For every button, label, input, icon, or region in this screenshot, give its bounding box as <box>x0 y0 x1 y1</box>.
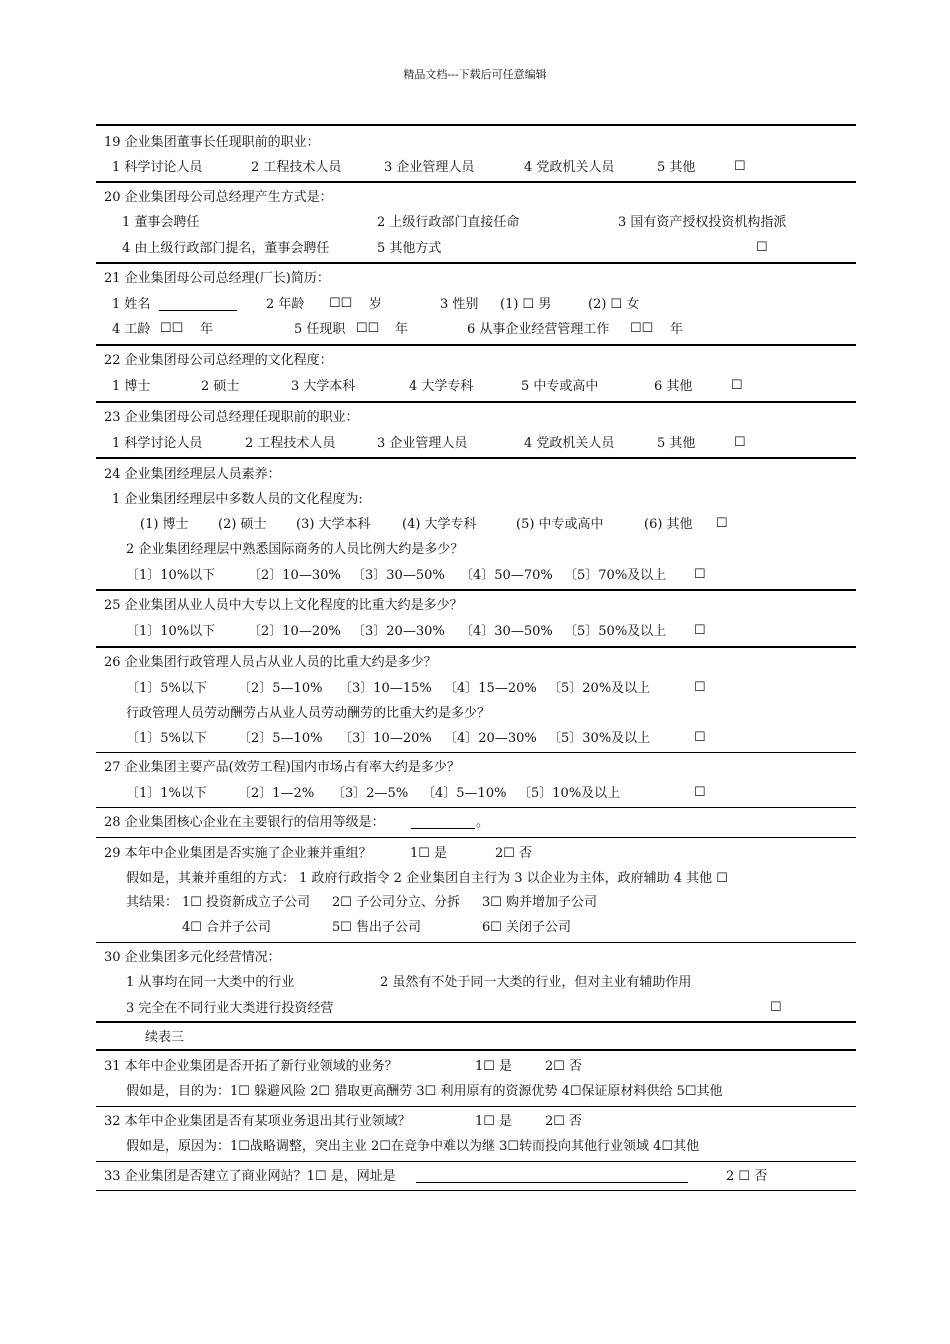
divider <box>96 646 856 648</box>
page-header: 精品文档---下载后可任意编辑 <box>403 68 547 81</box>
q24-sub1-option[interactable]: (2) 硕士 <box>218 517 267 532</box>
q25-option[interactable]: 〔2〕10—20% <box>248 624 341 639</box>
q23-option[interactable]: 3 企业管理人员 <box>377 436 468 451</box>
q26-option[interactable]: 〔3〕10—15% <box>339 681 432 696</box>
mgmt-years-unit: 年 <box>670 322 684 337</box>
q26-sub-option[interactable]: 〔3〕10—20% <box>339 731 432 746</box>
answer-checkbox[interactable]: ☐ <box>734 159 746 174</box>
q19-option[interactable]: 5 其他 <box>657 160 696 175</box>
q19-option[interactable]: 3 企业管理人员 <box>384 160 475 175</box>
q26-option[interactable]: 〔2〕5—10% <box>238 681 323 696</box>
q20-option[interactable]: 1 董事会聘任 <box>122 215 200 230</box>
q31-yes[interactable]: 1☐ 是 <box>475 1059 513 1074</box>
q26-option[interactable]: 〔1〕5%以下 <box>126 681 207 696</box>
website-url-field[interactable] <box>416 1170 688 1183</box>
answer-checkbox[interactable]: ☐ <box>716 516 728 531</box>
q23-option[interactable]: 5 其他 <box>657 436 696 451</box>
q23-option[interactable]: 2 工程技术人员 <box>245 436 336 451</box>
divider <box>96 124 856 126</box>
q26-sub: 行政管理人员劳动酬劳占从业人员劳动酬劳的比重大约是多少？ <box>126 706 491 721</box>
q29-result[interactable]: 3☐ 购并增加子公司 <box>482 895 598 910</box>
q31-title: 31 本年中企业集团是否开拓了新行业领域的业务？ <box>104 1059 398 1074</box>
q29-result[interactable]: 1☐ 投资新成立子公司 <box>182 895 311 910</box>
q25-title: 25 企业集团从业人员中大专以上文化程度的比重大约是多少？ <box>104 598 463 613</box>
q24-sub2-option[interactable]: 〔2〕10—30% <box>248 568 341 583</box>
q24-sub2-option[interactable]: 〔1〕10%以下 <box>126 568 216 583</box>
q27-option[interactable]: 〔5〕10%及以上 <box>518 786 621 801</box>
divider <box>96 181 856 183</box>
q26-sub-option[interactable]: 〔2〕5—10% <box>238 731 323 746</box>
answer-checkbox[interactable]: ☐ <box>694 680 706 695</box>
divider <box>96 1049 856 1051</box>
q24-sub2-option[interactable]: 〔5〕70%及以上 <box>564 568 667 583</box>
gender-female[interactable]: (2) ☐ 女 <box>588 297 640 312</box>
q25-option[interactable]: 〔4〕30—50% <box>460 624 553 639</box>
gender-male[interactable]: (1) ☐ 男 <box>500 297 552 312</box>
q26-sub-option[interactable]: 〔5〕30%及以上 <box>548 731 651 746</box>
divider <box>96 401 856 403</box>
divider <box>96 589 856 591</box>
q22-title: 22 企业集团母公司总经理的文化程度： <box>104 353 333 368</box>
mgmt-years-boxes[interactable]: ☐☐ <box>630 321 654 336</box>
q22-option[interactable]: 5 中专或高中 <box>521 379 599 394</box>
q24-sub1-option[interactable]: (6) 其他 <box>644 517 693 532</box>
answer-checkbox[interactable]: ☐ <box>734 435 746 450</box>
q23-title: 23 企业集团母公司总经理任现职前的职业： <box>104 410 359 425</box>
q24-sub2: 2 企业集团经理层中熟悉国际商务的人员比例大约是多少？ <box>126 542 464 557</box>
q30-title: 30 企业集团多元化经营情况： <box>104 950 281 965</box>
q22-option[interactable]: 3 大学本科 <box>291 379 356 394</box>
answer-checkbox[interactable]: ☐ <box>756 240 768 255</box>
q29-no[interactable]: 2☐ 否 <box>495 846 533 861</box>
divider <box>96 752 856 753</box>
tenure-boxes[interactable]: ☐☐ <box>356 321 380 336</box>
name-label: 1 姓名 <box>112 297 151 312</box>
q29-ways[interactable]: 假如是，其兼并重组的方式： 1 政府行政指令 2 企业集团自主行为 3 以企业为主体，政府辅助 4 其他 ☐ <box>126 871 728 886</box>
tenure-label: 5 任现职 <box>294 322 346 337</box>
age-unit: 岁 <box>369 297 383 312</box>
gender-label: 3 性别 <box>440 297 479 312</box>
q32-title: 32 本年中企业集团是否有某项业务退出其行业领域？ <box>104 1114 411 1129</box>
q31-purpose[interactable]: 假如是，目的为：1☐ 躲避风险 2☐ 猎取更高酬劳 3☐ 利用原有的资源优势 4☐保证原材料供给 5☐其他 <box>126 1084 723 1099</box>
q25-option[interactable]: 〔3〕20—30% <box>352 624 445 639</box>
q24-sub1-option[interactable]: (5) 中专或高中 <box>516 517 604 532</box>
q24-sub2-option[interactable]: 〔3〕30—50% <box>352 568 445 583</box>
q24-sub1-option[interactable]: (3) 大学本科 <box>296 517 371 532</box>
q24-sub1: 1 企业集团经理层中多数人员的文化程度为: <box>112 492 363 507</box>
divider <box>96 1190 856 1191</box>
q20-title: 20 企业集团母公司总经理产生方式是： <box>104 190 333 205</box>
answer-checkbox[interactable]: ☐ <box>694 730 706 745</box>
q30-option[interactable]: 3 完全在不同行业大类进行投资经营 <box>126 1001 334 1016</box>
q28-title: 28 企业集团核心企业在主要银行的信用等级是： <box>104 815 385 830</box>
q32-no[interactable]: 2☐ 否 <box>545 1114 583 1129</box>
q21-title: 21 企业集团母公司总经理(厂长)简历： <box>104 271 330 286</box>
q29-title: 29 本年中企业集团是否实施了企业兼并重组？ <box>104 846 372 861</box>
divider <box>96 457 856 459</box>
credit-rating-field[interactable] <box>411 816 475 829</box>
q25-option[interactable]: 〔5〕50%及以上 <box>564 624 667 639</box>
q29-result[interactable]: 4☐ 合并子公司 <box>182 920 272 935</box>
tenure-unit: 年 <box>395 322 409 337</box>
continued-label: 续表三 <box>145 1030 185 1045</box>
q29-result[interactable]: 5☐ 售出子公司 <box>332 920 422 935</box>
answer-checkbox[interactable]: ☐ <box>694 785 706 800</box>
q20-option[interactable]: 5 其他方式 <box>377 241 442 256</box>
answer-checkbox[interactable]: ☐ <box>770 1000 782 1015</box>
q19-option[interactable]: 1 科学讨论人员 <box>112 160 203 175</box>
q26-sub-option[interactable]: 〔1〕5%以下 <box>126 731 207 746</box>
q31-no[interactable]: 2☐ 否 <box>545 1059 583 1074</box>
q33-no[interactable]: 2 ☐ 否 <box>726 1169 768 1184</box>
q33-title: 33 企业集团是否建立了商业网站？1☐ 是，网址是 <box>104 1169 396 1184</box>
q20-option[interactable]: 3 国有资产授权投资机构指派 <box>618 215 787 230</box>
divider <box>96 1161 856 1162</box>
q26-sub-option[interactable]: 〔4〕20—30% <box>444 731 537 746</box>
name-field[interactable] <box>159 298 237 311</box>
divider <box>96 262 856 264</box>
q30-option[interactable]: 2 虽然有不处于同一大类的行业，但对主业有辅助作用 <box>380 975 692 990</box>
q20-option[interactable]: 4 由上级行政部门提名，董事会聘任 <box>122 241 330 256</box>
q26-option[interactable]: 〔4〕15—20% <box>444 681 537 696</box>
q30-option[interactable]: 1 从事均在同一大类中的行业 <box>126 975 295 990</box>
q28-end: 。 <box>476 815 490 830</box>
q20-option[interactable]: 2 上级行政部门直接任命 <box>377 215 520 230</box>
q27-option[interactable]: 〔2〕1—2% <box>238 786 315 801</box>
q24-title: 24 企业集团经理层人员素养： <box>104 467 281 482</box>
q32-yes[interactable]: 1☐ 是 <box>475 1114 513 1129</box>
q19-title: 19 企业集团董事长任现职前的职业： <box>104 135 320 150</box>
divider <box>96 1106 856 1107</box>
q22-option[interactable]: 6 其他 <box>654 379 693 394</box>
q24-sub2-option[interactable]: 〔4〕50—70% <box>460 568 553 583</box>
q22-option[interactable]: 1 博士 <box>112 379 151 394</box>
divider <box>96 344 856 346</box>
q23-option[interactable]: 4 党政机关人员 <box>524 436 615 451</box>
q27-option[interactable]: 〔4〕5—10% <box>422 786 507 801</box>
q26-option[interactable]: 〔5〕20%及以上 <box>548 681 651 696</box>
mgmt-years-label: 6 从事企业经营管理工作 <box>467 322 610 337</box>
age-boxes[interactable]: ☐☐ <box>329 296 353 311</box>
q19-option[interactable]: 4 党政机关人员 <box>524 160 615 175</box>
q26-title: 26 企业集团行政管理人员占从业人员的比重大约是多少？ <box>104 655 437 670</box>
q24-sub1-option[interactable]: (1) 博士 <box>140 517 189 532</box>
q25-option[interactable]: 〔1〕10%以下 <box>126 624 216 639</box>
q22-option[interactable]: 4 大学专科 <box>409 379 474 394</box>
q22-option[interactable]: 2 硕士 <box>201 379 240 394</box>
answer-checkbox[interactable]: ☐ <box>731 378 743 393</box>
divider <box>96 1021 856 1023</box>
divider <box>96 837 856 838</box>
q32-reason[interactable]: 假如是，原因为：1☐战略调整，突出主业 2☐在竞争中难以为继 3☐转而投向其他行业领域 4☐其他 <box>126 1139 700 1154</box>
q27-option[interactable]: 〔3〕2—5% <box>332 786 409 801</box>
q29-result[interactable]: 2☐ 子公司分立、分拆 <box>332 895 461 910</box>
q24-sub1-option[interactable]: (4) 大学专科 <box>402 517 477 532</box>
q29-result-label: 其结果： <box>126 895 179 910</box>
seniority-boxes[interactable]: ☐☐ <box>160 321 184 336</box>
q29-result[interactable]: 6☐ 关闭子公司 <box>482 920 572 935</box>
age-label: 2 年龄 <box>266 297 305 312</box>
q29-yes[interactable]: 1☐ 是 <box>410 846 448 861</box>
seniority-unit: 年 <box>200 322 214 337</box>
answer-checkbox[interactable]: ☐ <box>694 567 706 582</box>
q23-option[interactable]: 1 科学讨论人员 <box>112 436 203 451</box>
q27-option[interactable]: 〔1〕1%以下 <box>126 786 207 801</box>
q27-title: 27 企业集团主要产品(效劳工程)国内市场占有率大约是多少？ <box>104 760 460 775</box>
answer-checkbox[interactable]: ☐ <box>694 623 706 638</box>
divider <box>96 807 856 808</box>
q19-option[interactable]: 2 工程技术人员 <box>251 160 342 175</box>
seniority-label: 4 工龄 <box>112 322 151 337</box>
divider <box>96 942 856 943</box>
